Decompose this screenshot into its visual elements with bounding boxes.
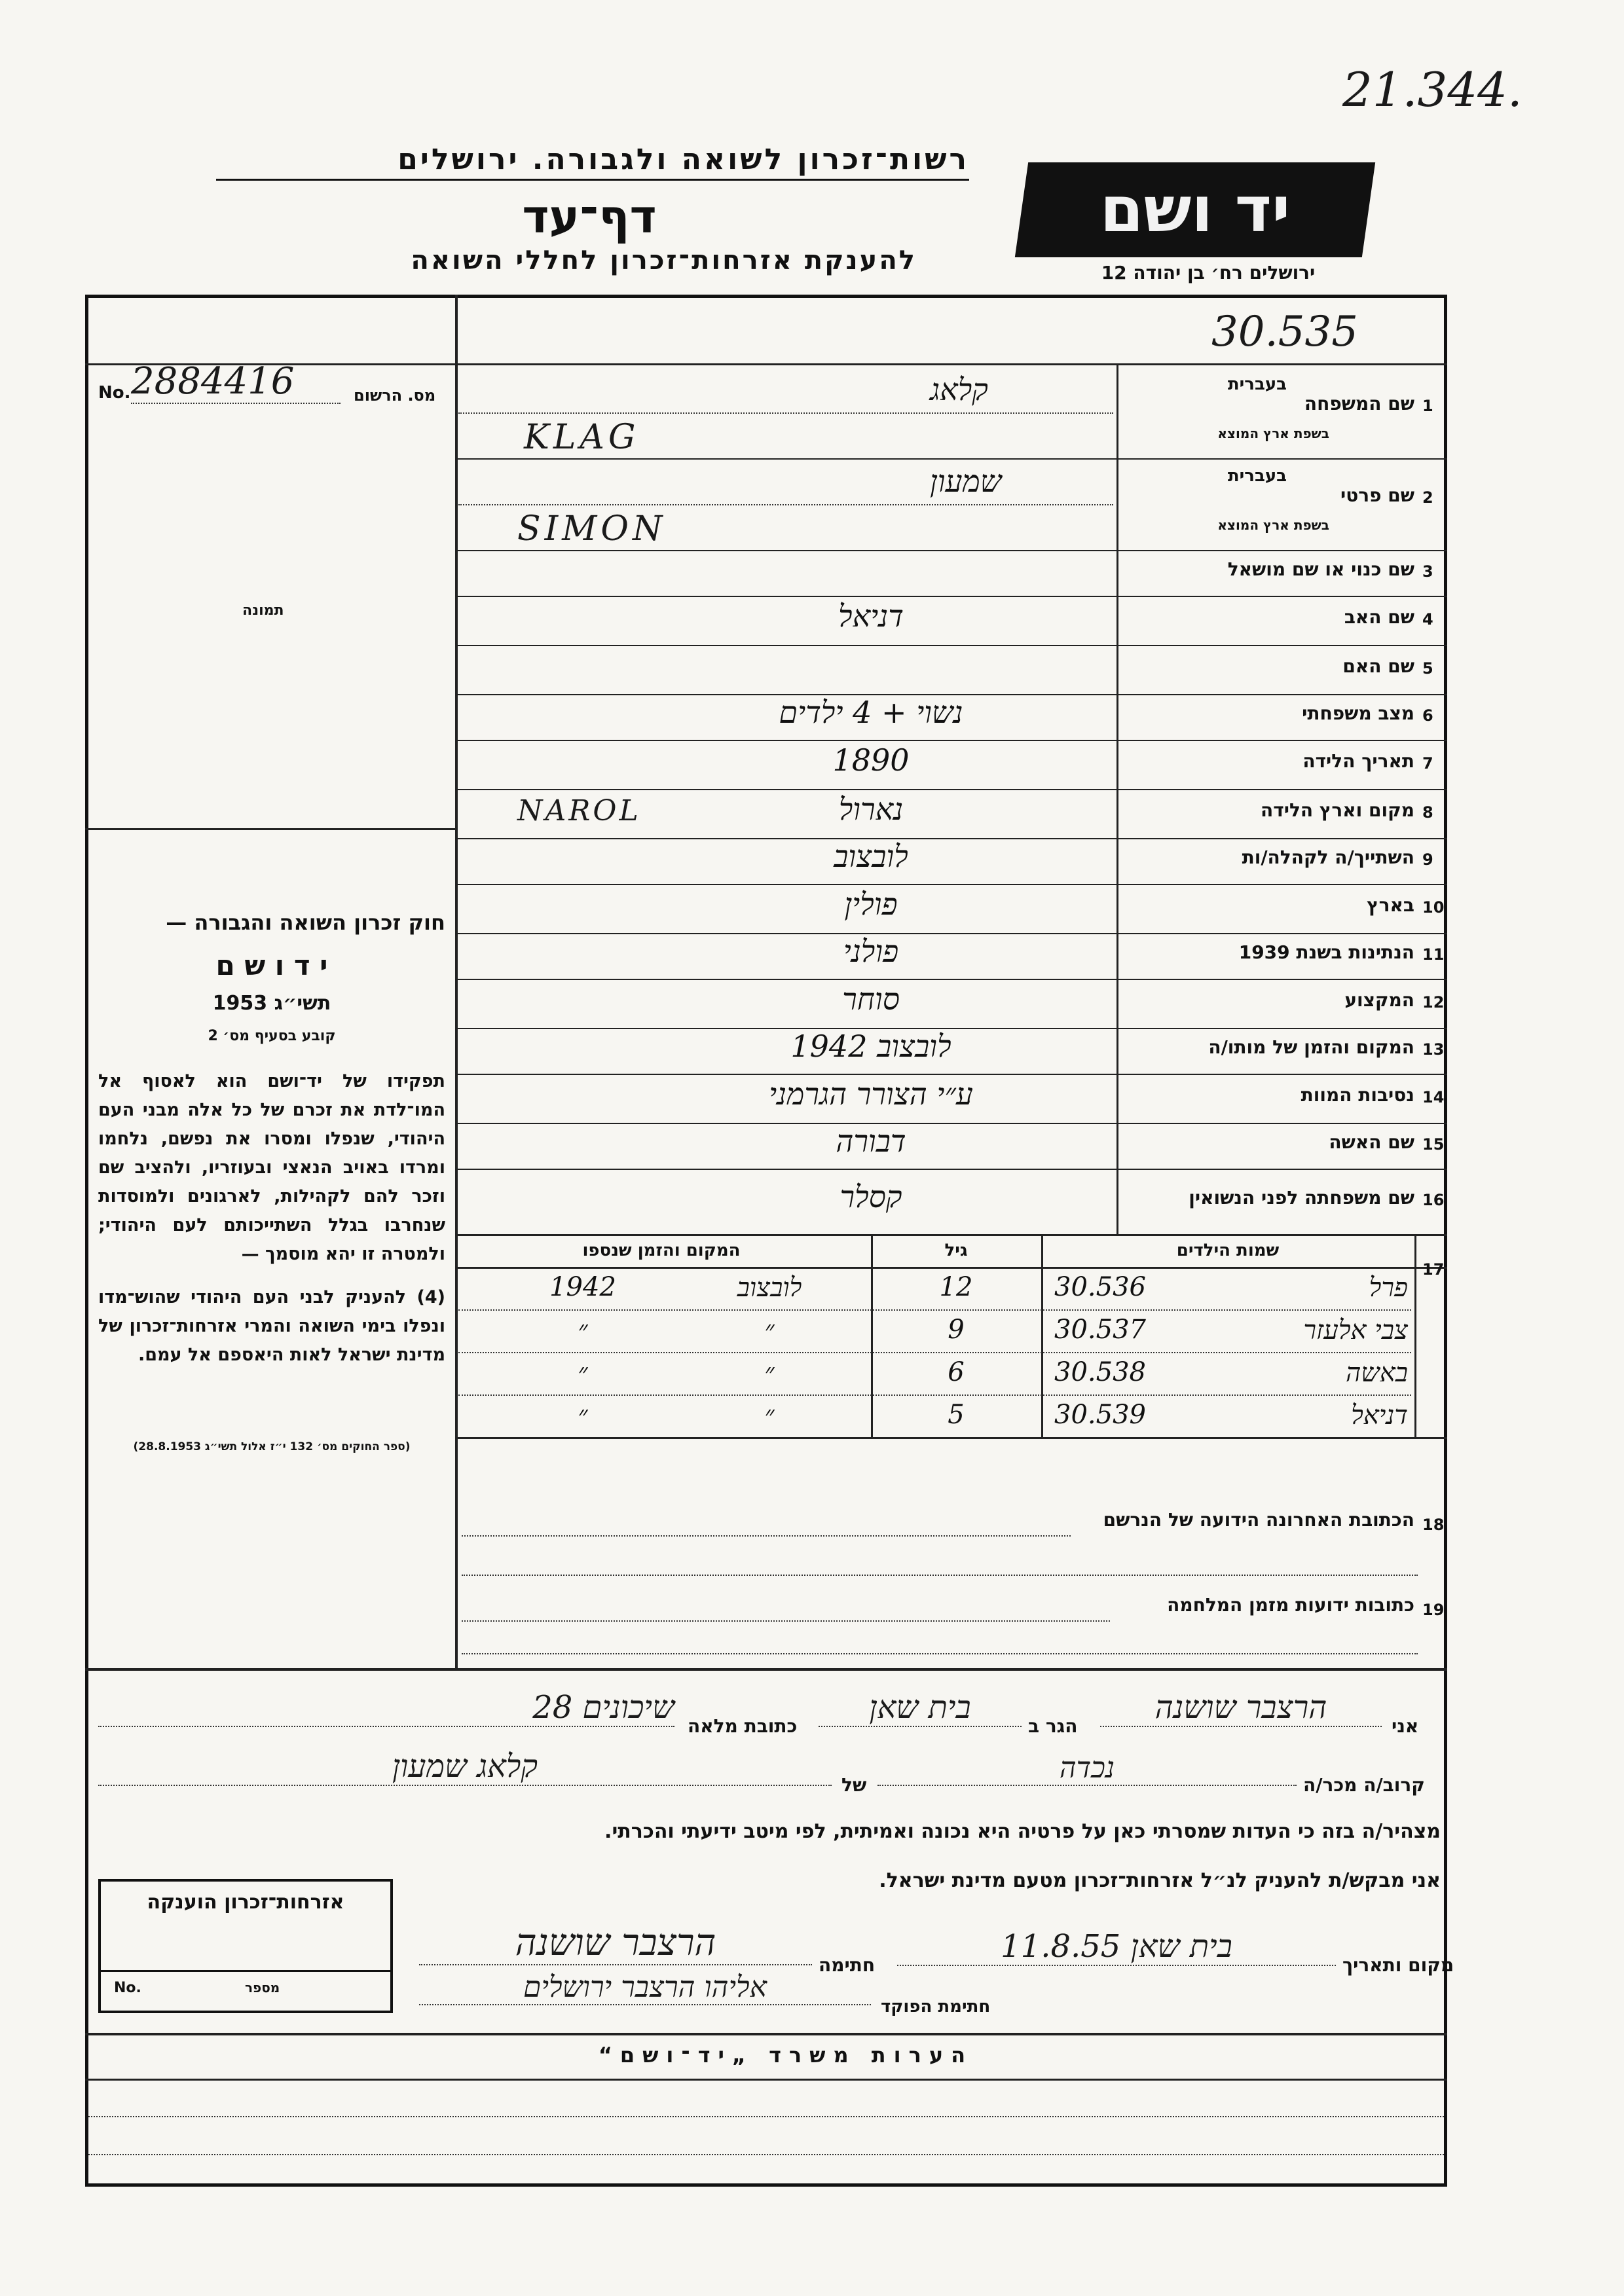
field-7-num: 7 [1422,754,1433,773]
child-age: 12 [939,1272,973,1302]
resides-label: הגר ב [1028,1715,1078,1737]
child-place: ״ [764,1358,775,1388]
field-9-value: לובצוב [834,839,908,874]
citizenship-box-number-label: מספר [245,1980,280,1995]
logo-text: יד ושם [1099,173,1291,246]
citizenship-box [98,1879,393,2013]
law-citation: (ספר החוקים מס׳ 132 י״ז אלול תשי״ג 28.8.1953) [133,1440,411,1453]
of-label: של [841,1774,867,1796]
child-number: 30.538 [1054,1357,1146,1387]
children-header-names: שמות הילדים [1176,1241,1280,1260]
child-year: ״ [578,1400,588,1430]
law-text-2: (4) להעניק לבני העם היהודי שהוש־מדו ונפלו בימי השואה והמרי אזרחות־זכרון של מדינת ישראל לאות היאספם אל עמם. [98,1287,445,1365]
child-name: באשה [1345,1358,1408,1388]
field-18-label: הכתובת האחרונה הידועה של הנרשם [1103,1509,1414,1531]
field-9-num: 9 [1422,850,1433,869]
field-19-label: כתובות ידועות מזמן המלחמה [1167,1594,1414,1616]
field-6-num: 6 [1422,706,1433,725]
field-10-label: בארץ [1367,894,1414,916]
declarant-name: הרצבר שושנה [1100,1689,1382,1727]
children-header-age: גיל [944,1241,968,1260]
field-14-label: נסיבות המוות [1301,1084,1414,1106]
field-14-num: 14 [1422,1087,1445,1106]
yad-vashem-logo [1015,162,1375,257]
address-label: כתובת מלאה [688,1715,798,1737]
field-4-value: דניאל [838,598,904,634]
field-12-value: סוחר [842,981,900,1017]
citizenship-box-no: No. [114,1980,141,1996]
registration-no-value: 2884416 [131,360,341,404]
officer-value: אליהו הרצבר ירושלים [419,1971,871,2005]
field-8-num: 8 [1422,803,1433,822]
field-5-label: שם האם [1342,655,1414,677]
field-8-latin-value: NAROL [517,794,641,828]
field-1-origin-sub: בשפת ארץ המוצא [1217,426,1329,441]
field-12-num: 12 [1422,993,1445,1011]
field-2-label: שם פרטי [1340,484,1414,506]
field-10-num: 10 [1422,898,1445,917]
field-2-latin-value: SIMON [517,509,667,549]
field-16-num: 16 [1422,1191,1445,1209]
child-age: 6 [948,1357,965,1387]
field-14-value: ע״י הצורר הגרמני [769,1076,973,1112]
record-number: 30.535 [1211,308,1358,356]
child-age: 9 [948,1315,965,1345]
child-place: ״ [764,1400,775,1430]
law-title: חוק זכרון השואה והגבורה — [166,910,445,935]
office-notes-title: הערות משרד „יד־ושם“ [598,2043,974,2068]
field-16-value: קסלר [840,1179,902,1214]
field-12-label: המקצוע [1344,989,1414,1011]
photo-label: תמונה [242,602,284,619]
field-13-label: המקום והזמן של מותו/ה [1208,1036,1414,1058]
law-name: י ד ו ש ם [215,949,328,981]
field-16-label: שם משפחתה לפני הנשואין [1189,1187,1414,1209]
field-6-value: נשוי + 4 ילדים [779,695,963,730]
field-7-label: תאריך הלידה [1302,750,1414,772]
field-2-origin-sub: בשפת ארץ המוצא [1217,517,1329,533]
child-year: ״ [578,1315,588,1345]
place-date-value: בית שאן 11.8.55 [897,1928,1336,1966]
relative-label: קרוב/ה מכר/ה [1303,1774,1425,1796]
field-2-hebrew-value: שמעון [930,464,1002,499]
field-13-value: לובצוב 1942 [790,1029,951,1064]
registration-label: מס. הרשום [354,386,436,405]
field-8-label: מקום וארץ הלידה [1261,799,1414,821]
law-text-1: תפקידו של יד־ושם הוא לאסוף אל המו־לדת את זכרם של כל אלה מבני העם היהודי, שנפלו ומסרו את נפשם, נלחמו ומרדו באויב הנאצי ובעוזריו, ולהציב שם וזכר להם לקהילות, לארגונים ולמוסדות שנחרבו בגלל השתייכותם לעם היהודי; ולמטרה זו יהא מוסמך — [98,1071,445,1264]
children-num: 17 [1422,1260,1445,1279]
field-1-latin-value: KLAG [524,418,640,457]
field-15-label: שם האשה [1329,1131,1414,1153]
form-title: דף־עד [522,190,657,244]
field-2-hebrew-sub: בעברית [1227,466,1287,486]
address-value: שיכונים 28 [98,1689,674,1727]
field-1-label: שם המשפחה [1304,393,1414,414]
field-2-num: 2 [1422,488,1433,507]
child-number: 30.539 [1054,1400,1146,1430]
field-3-label: שם כנוי או שם מושאל [1227,558,1414,580]
field-10-value: פולין [844,886,898,922]
signature-label: חתימה [819,1954,876,1976]
field-4-label: שם האב [1344,606,1414,628]
field-1-hebrew-value: קלאג [930,372,988,407]
field-15-value: דבורה [836,1123,906,1159]
field-5-num: 5 [1422,659,1433,678]
field-1-hebrew-sub: בעברית [1227,374,1287,394]
child-number: 30.536 [1054,1272,1146,1302]
authority-heading: רשות־זכרון לשואה ולגבורה. ירושלים [216,143,969,181]
signature-value: הרצבר שושנה [419,1922,812,1965]
citizenship-box-title: אזרחות־זכרון הוענקה [147,1891,344,1914]
field-1-num: 1 [1422,397,1433,415]
logo-address: ירושלים רח׳ בן יהודה 12 [1101,262,1316,283]
child-place: ״ [764,1315,775,1345]
registration-no-label: No. [98,383,131,403]
archive-number: 21.344. [1342,62,1522,117]
field-3-num: 3 [1422,562,1433,581]
child-age: 5 [948,1400,965,1430]
field-19-num: 19 [1422,1601,1445,1619]
form-subtitle: להענקת אזרחות־זכרון לחללי השואה [411,246,917,276]
child-name: צבי אלעזר [1303,1315,1408,1345]
child-place: לובצוב [737,1273,802,1303]
child-year: 1942 [549,1272,616,1302]
field-15-num: 15 [1422,1135,1445,1154]
statement-1: מצהיר/ה בזה כי העדות שמסרתי כאן על פרטיה היא נכונה ואמיתית, לפי מיטב ידיעתי והכרתי. [604,1820,1441,1843]
field-9-label: השתייך/ה לקהלה/ות [1242,847,1414,868]
child-number: 30.537 [1054,1315,1146,1345]
child-year: ״ [578,1358,588,1388]
law-year: תשי״ג 1953 [212,992,331,1015]
statement-2: אני מבקש/ת להעניק לנ״ל אזרחות־זכרון מטעם מדינת ישראל. [879,1869,1441,1892]
residence-value: בית שאן [819,1689,1022,1727]
child-name: דניאל [1351,1400,1408,1430]
field-11-value: פולני [843,934,899,969]
relation-value: נכדה [877,1751,1297,1786]
field-6-label: מצב משפחתי [1302,702,1414,724]
field-11-label: הנתינות בשנת 1939 [1238,941,1414,963]
field-7-value: 1890 [832,742,910,778]
officer-label: חתימת הפוקד [881,1997,991,2016]
place-date-label: מקום ותאריך [1342,1954,1454,1976]
of-name-value: קלאג שמעון [98,1748,832,1786]
field-11-num: 11 [1422,945,1445,964]
field-8-value: נארול [838,791,904,827]
declaration-i-label: אני [1392,1715,1419,1737]
field-4-num: 4 [1422,610,1433,629]
field-18-num: 18 [1422,1516,1445,1534]
law-section: קובע בסעיף מס׳ 2 [208,1028,336,1044]
field-13-num: 13 [1422,1040,1445,1059]
children-header-place: המקום והזמן שנספו [582,1241,741,1260]
child-name: פרל [1369,1273,1408,1303]
